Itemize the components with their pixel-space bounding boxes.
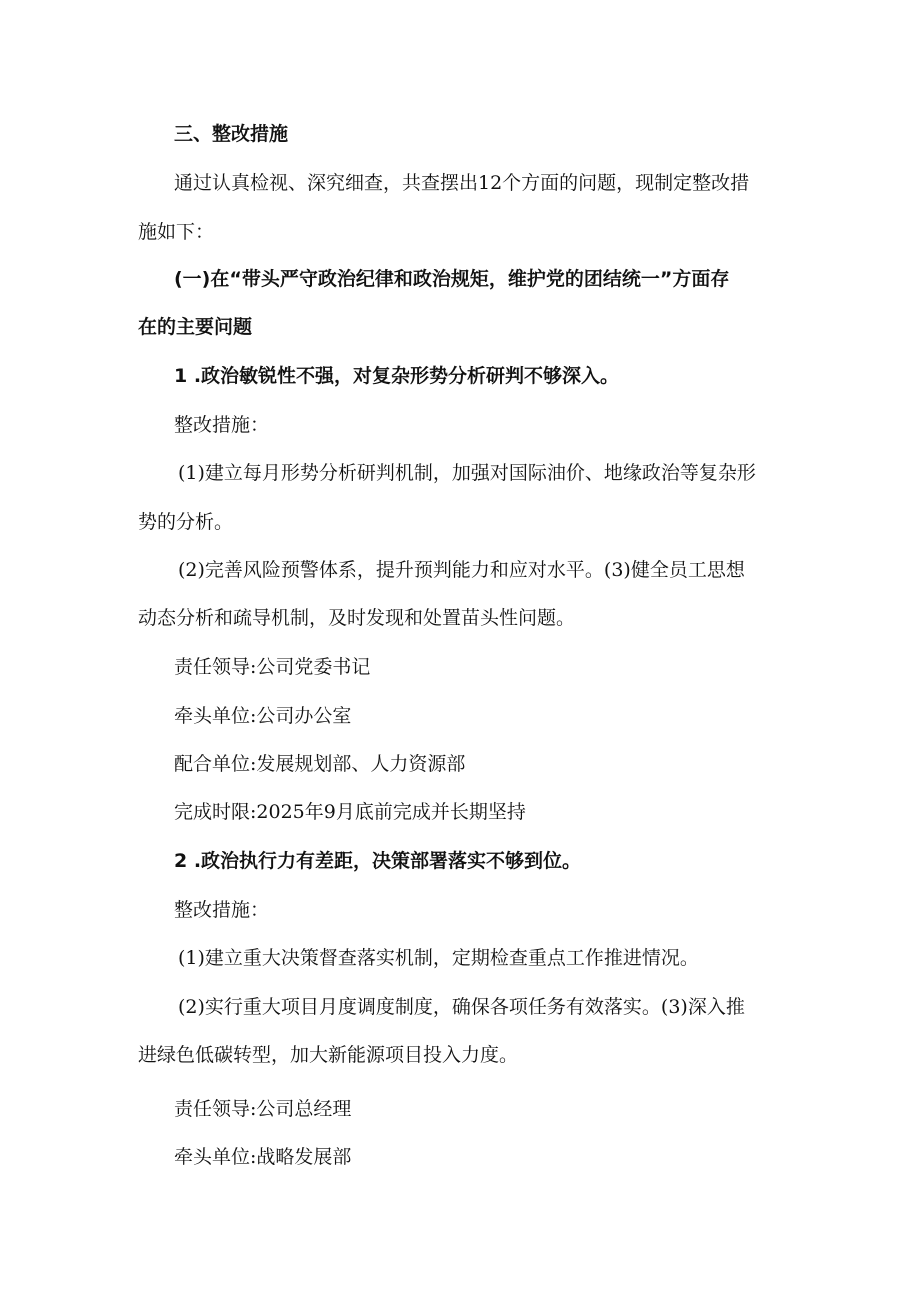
deadline: 完成时限:2025年9月底前完成并长期坚持	[174, 801, 526, 823]
measures-label: 整改措施：	[174, 899, 270, 921]
intro-paragraph-line: 施如下：	[138, 221, 215, 243]
measure-line: 势的分析。	[138, 511, 234, 533]
intro-paragraph-line: 通过认真检视、深究细查，共查摆出12个方面的问题，现制定整改措	[174, 172, 750, 194]
responsible-leader: 责任领导:公司党委书记	[174, 656, 371, 678]
measure-line: 进绿色低碳转型，加大新能源项目投入力度。	[138, 1044, 519, 1066]
section-heading: 三、整改措施	[174, 123, 289, 145]
measure-line: (2)完善风险预警体系，提升预判能力和应对水平。(3)健全员工思想	[178, 559, 745, 581]
measures-label: 整改措施：	[174, 414, 270, 436]
issue-title: 1 .政治敏锐性不强，对复杂形势分析研判不够深入。	[174, 365, 620, 387]
lead-unit: 牵头单位:战略发展部	[174, 1146, 352, 1168]
measure-line: (2)实行重大项目月度调度制度，确保各项任务有效落实。(3)深入推	[178, 996, 745, 1018]
measure-line: (1)建立每月形势分析研判机制，加强对国际油价、地缘政治等复杂形	[178, 462, 756, 484]
cooperating-units: 配合单位:发展规划部、人力资源部	[174, 753, 466, 775]
measure-line: 动态分析和疏导机制，及时发现和处置苗头性问题。	[138, 607, 576, 629]
lead-unit: 牵头单位:公司办公室	[174, 705, 352, 727]
responsible-leader: 责任领导:公司总经理	[174, 1098, 352, 1120]
subsection-heading-line: 在的主要问题	[138, 316, 253, 338]
subsection-heading-line: (一)在“带头严守政治纪律和政治规矩，维护党的团结统一”方面存	[174, 268, 730, 290]
measure-line: (1)建立重大决策督查落实机制，定期检查重点工作推进情况。	[178, 947, 699, 969]
issue-title: 2 .政治执行力有差距，决策部署落实不够到位。	[174, 850, 582, 872]
